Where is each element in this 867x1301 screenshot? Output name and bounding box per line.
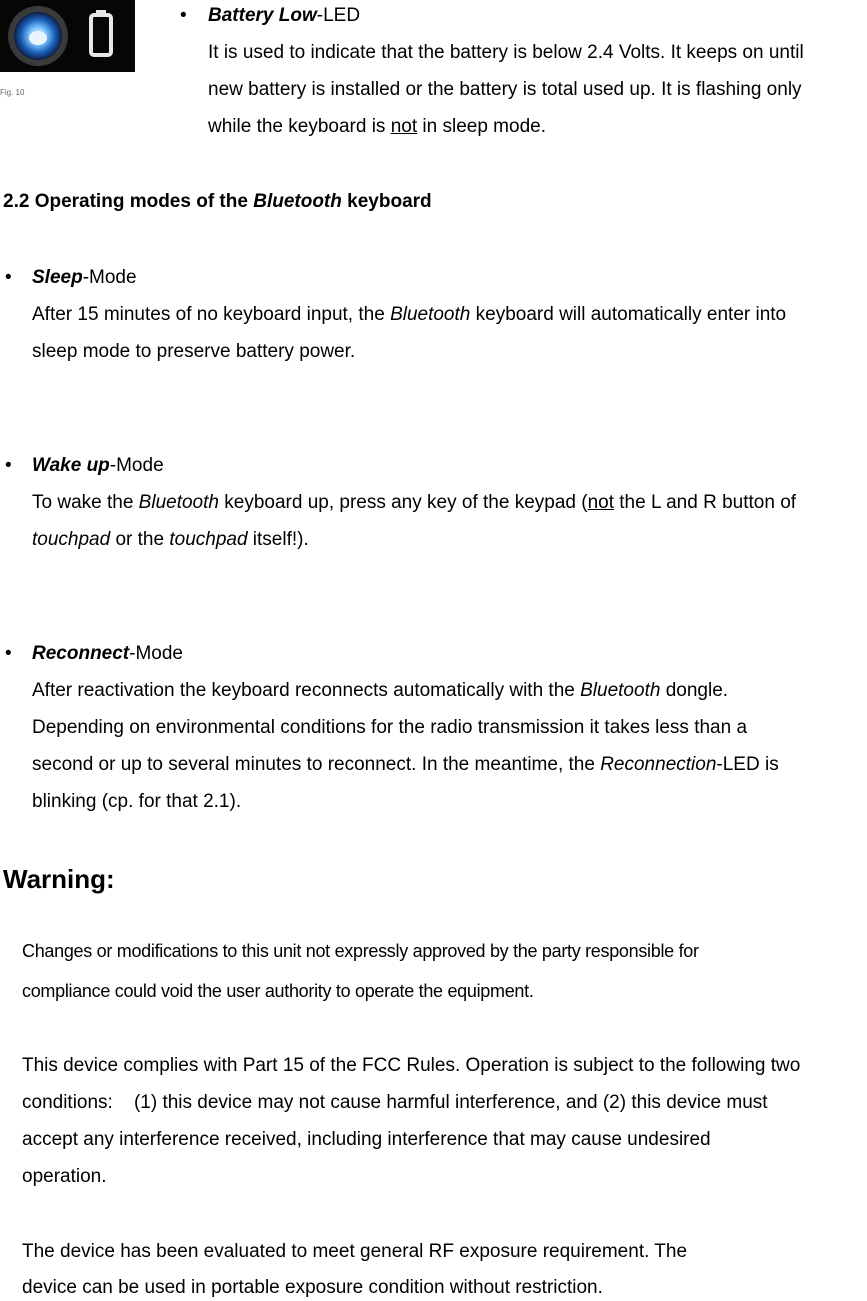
warning-title: Warning: [3,864,115,894]
italic-text: Reconnection [600,754,717,775]
text-segment: To wake the [32,492,139,513]
battery-low-term: Battery Low [208,5,317,26]
battery-desc-line1: It is used to indicate that the battery is below 2.4 Volts. It keeps on until [208,42,804,63]
sleep-mode-title [32,267,137,289]
bullet-battery: • [180,5,187,26]
wake-suffix: -Mode [109,455,164,476]
battery-desc-line2: new battery is installed or the battery is total used up. It is flashing only [208,79,802,100]
reconnect-mode-title [32,643,183,665]
battery-low-title [208,5,360,27]
text-segment: 2.2 Operating modes of the [3,191,254,212]
text-segment: dongle. [660,680,729,701]
warning-p1-line2: compliance could void the user authority to operate the equipment. [22,981,534,1001]
bullet-sleep: • [5,267,12,288]
reconnect-desc-line2: Depending on environmental conditions for the radio transmission it takes less than a [32,717,748,738]
reconnect-term: Reconnect [32,643,130,664]
led-photo [0,0,135,72]
warning-p2-line4: operation. [22,1166,107,1187]
text-segment: in sleep mode. [417,116,546,137]
text-segment: while the keyboard is [208,116,391,137]
section-heading [3,191,432,213]
warning-p2-line2: conditions: (1) this device may not cause harmful interference, and (2) this device must [22,1092,768,1113]
warning-p2-line3: accept any interference received, including interference that may cause undesired [22,1129,711,1150]
wake-desc-line2 [32,529,309,551]
text-segment: -LED is [716,754,779,775]
italic-text: touchpad [169,529,248,550]
wake-desc-line1 [32,492,796,514]
text-segment: After reactivation the keyboard reconnects automatically with the [32,680,581,701]
battery-desc-line3 [208,116,546,138]
sleep-desc-line2: sleep mode to preserve battery power. [32,341,356,362]
sleep-suffix: -Mode [82,267,137,288]
warning-p3-line2: device can be used in portable exposure condition without restriction. [22,1277,603,1298]
text-segment: second or up to several minutes to reconnect. In the meantime, the [32,754,601,775]
italic-text: Bluetooth [253,191,342,212]
underlined-text: not [390,116,418,137]
reconnect-desc-line4: blinking (cp. for that 2.1). [32,791,242,812]
wake-term: Wake up [32,455,110,476]
italic-text: Bluetooth [390,304,471,325]
wake-mode-title [32,455,164,477]
reconnect-suffix: -Mode [129,643,183,664]
text-segment: itself!). [247,529,309,550]
bullet-reconnect: • [5,643,12,664]
figure-caption: Fig. 10 [0,88,25,97]
italic-text: Bluetooth [138,492,219,513]
text-segment: keyboard will automatically enter into [470,304,787,325]
sleep-desc-line1 [32,304,786,326]
warning-p1-line1: Changes or modifications to this unit not expressly approved by the party responsible for [22,941,699,961]
text-segment: or the [110,529,170,550]
sleep-term: Sleep [32,267,83,288]
text-segment: keyboard up, press any key of the keypad ( [218,492,588,513]
text-segment: After 15 minutes of no keyboard input, the [32,304,391,325]
warning-p2-line1: This device complies with Part 15 of the FCC Rules. Operation is subject to the following two [22,1055,801,1076]
warning-p3-line1: The device has been evaluated to meet general RF exposure requirement. The [22,1241,688,1262]
italic-text: touchpad [32,529,111,550]
bullet-wake: • [5,455,12,476]
reconnect-desc-line1 [32,680,728,702]
reconnect-desc-line3 [32,754,779,776]
underlined-text: not [587,492,614,513]
battery-low-suffix: -LED [316,5,361,26]
led-photo-graphic [0,0,135,72]
text-segment: keyboard [341,191,432,212]
italic-text: Bluetooth [580,680,661,701]
text-segment: the L and R button of [614,492,797,513]
